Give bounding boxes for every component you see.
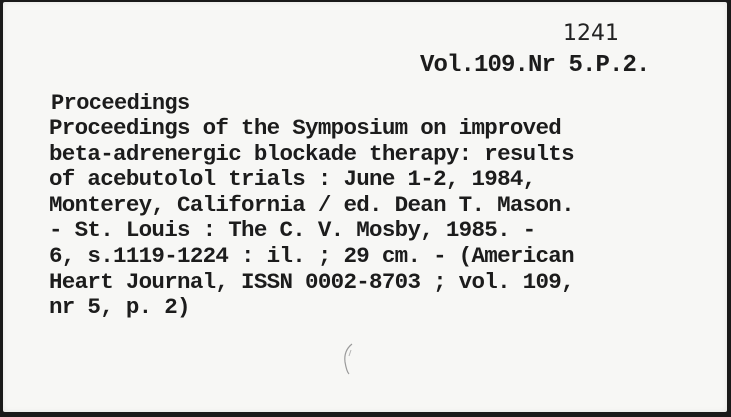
entry-heading: Proceedings: [51, 91, 190, 116]
entry-line: of acebutolol trials : June 1-2, 1984,: [49, 166, 536, 193]
entry-line: beta-adrenergic blockade therapy: results: [49, 140, 574, 167]
entry-line: 6, s.1119-1224 : il. ; 29 cm. - (American: [49, 242, 574, 269]
entry-line: Proceedings of the Symposium on improved: [49, 115, 562, 141]
call-number: 1241: [563, 21, 619, 46]
entry-line: Heart Journal, ISSN 0002-8703 ; vol. 109,: [49, 268, 574, 295]
entry-line: - St. Louis : The C. V. Mosby, 1985. -: [49, 217, 536, 244]
catalog-card: [3, 2, 727, 412]
pencil-mark: [341, 342, 357, 376]
entry-line: Monterey, California / ed. Dean T. Mason.: [49, 191, 574, 218]
entry-line: nr 5, p. 2): [49, 294, 190, 321]
volume-line: Vol.109.Nr 5.P.2.: [420, 52, 650, 79]
bibliographic-entry: [49, 116, 574, 321]
